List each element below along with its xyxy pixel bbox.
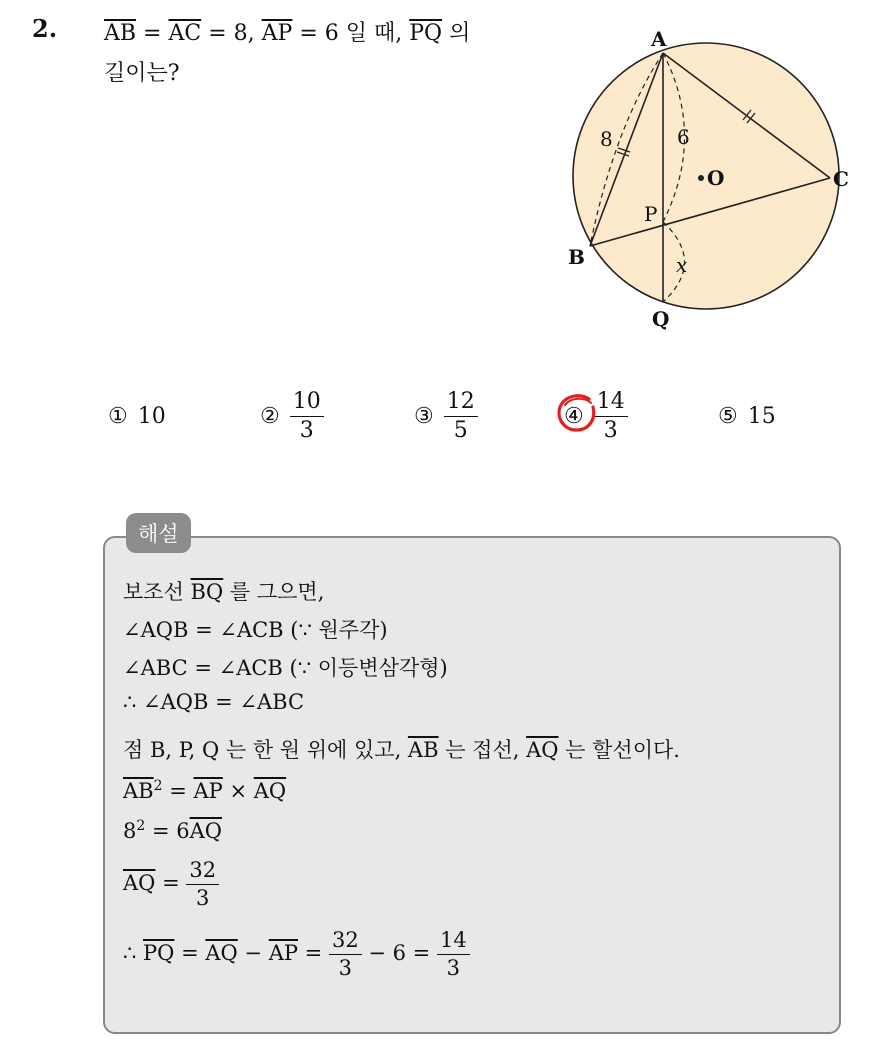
numerator: 12 bbox=[444, 391, 478, 417]
question-text bbox=[104, 14, 574, 94]
label-ap-length: 6 bbox=[677, 125, 690, 149]
numerator: 32 bbox=[186, 860, 219, 885]
choice-3[interactable] bbox=[414, 388, 478, 444]
choice-mark: ① bbox=[108, 403, 128, 429]
choice-fraction bbox=[290, 388, 324, 443]
question-line-2: 길이는? bbox=[104, 61, 180, 86]
denominator: 3 bbox=[603, 417, 618, 443]
text: = bbox=[298, 941, 329, 965]
numerator: 14 bbox=[594, 391, 628, 417]
segment-pq: $\overline{PQ}$ bbox=[409, 21, 443, 46]
segment-bq: $\overline{BQ}$ bbox=[190, 580, 224, 604]
label-p: P bbox=[644, 202, 658, 226]
choice-mark: ③ bbox=[414, 403, 434, 429]
solution-line-8 bbox=[123, 860, 219, 909]
text: 점 B, P, Q 는 한 원 위에 있고, bbox=[123, 738, 408, 762]
choice-mark: ④ bbox=[564, 403, 584, 429]
segment-ab: $\overline{AB}$ bbox=[104, 21, 137, 46]
denominator: 3 bbox=[196, 886, 210, 910]
question-line-1: $\overline{AB} = \overline{AC} = 8$, $\overline{AP} = 6$ 일 때, $\overline{PQ}$ 의 bbox=[104, 21, 471, 46]
solution-line-4: ∴ ∠AQB = ∠ABC bbox=[123, 690, 305, 714]
choice-value: 10 bbox=[137, 403, 166, 429]
text: 를 그으면, bbox=[223, 580, 325, 604]
segment-aq: $\overline{AQ}$ bbox=[123, 871, 156, 895]
line-ab: $\overline{AB}$ bbox=[407, 738, 439, 762]
text: = 6 bbox=[145, 819, 190, 843]
label-ab-length: 8 bbox=[600, 127, 613, 151]
solution-line-1 bbox=[123, 576, 324, 606]
segment-aq: $\overline{AQ}$ bbox=[189, 819, 222, 843]
numerator: 10 bbox=[290, 391, 324, 417]
exponent: 2 bbox=[136, 818, 146, 834]
value-8: = 8, bbox=[201, 21, 255, 46]
choice-2[interactable] bbox=[260, 388, 324, 444]
label-b: B bbox=[568, 245, 585, 269]
text: × bbox=[222, 779, 254, 803]
solution-line-7 bbox=[123, 818, 222, 843]
text: ∴ bbox=[123, 941, 144, 965]
text: = bbox=[174, 941, 206, 965]
solution-line-2: ∠AQB = ∠ACB (∵ 원주각) bbox=[123, 618, 388, 642]
numerator: 14 bbox=[437, 930, 470, 955]
label-c: C bbox=[833, 167, 849, 191]
segment-aq: $\overline{AQ}$ bbox=[205, 941, 238, 965]
solution-line-5 bbox=[123, 734, 680, 764]
segment-ap: $\overline{AP}$ bbox=[268, 941, 298, 965]
fraction bbox=[186, 860, 219, 909]
center-dot bbox=[698, 175, 704, 181]
segment-ac: $\overline{AC}$ bbox=[168, 21, 202, 46]
segment-pq: $\overline{PQ}$ bbox=[143, 941, 175, 965]
text: 8 bbox=[123, 819, 137, 843]
choice-5[interactable] bbox=[718, 388, 776, 444]
text: 는 접선, bbox=[438, 738, 527, 762]
segment-ap: $\overline{AP}$ bbox=[261, 21, 293, 46]
choice-mark: ⑤ bbox=[718, 403, 738, 429]
circle-o bbox=[573, 43, 839, 309]
question-number: 2. bbox=[32, 14, 58, 43]
denominator: 5 bbox=[453, 417, 468, 443]
text: − 6 = bbox=[361, 941, 437, 965]
label-q: Q bbox=[652, 307, 670, 331]
segment-aq: $\overline{AQ}$ bbox=[253, 779, 287, 803]
text: = bbox=[155, 871, 187, 895]
solution-line-6 bbox=[123, 778, 286, 803]
label-x: x bbox=[676, 253, 688, 277]
segment-ab: $\overline{AB}$ bbox=[123, 779, 154, 803]
text: = bbox=[162, 779, 194, 803]
numerator: 32 bbox=[329, 930, 362, 955]
denominator: 3 bbox=[338, 956, 352, 980]
text: 는 할선이다. bbox=[558, 738, 680, 762]
solution-box bbox=[103, 536, 841, 1034]
selected-answer-circle-icon bbox=[555, 391, 599, 435]
choice-value: 15 bbox=[747, 403, 776, 429]
label-a: A bbox=[651, 27, 667, 51]
particle-ui: 의 bbox=[442, 21, 471, 46]
line-aq: $\overline{AQ}$ bbox=[526, 738, 559, 762]
solution-line-3: ∠ABC = ∠ACB (∵ 이등변삼각형) bbox=[123, 656, 448, 680]
choice-mark: ② bbox=[260, 403, 280, 429]
label-o: O bbox=[707, 166, 725, 190]
exponent: 2 bbox=[153, 778, 163, 794]
text: 보조선 bbox=[123, 580, 191, 604]
denominator: 3 bbox=[446, 956, 460, 980]
choice-1[interactable] bbox=[108, 388, 166, 444]
choice-fraction bbox=[444, 388, 478, 443]
solution-line-9 bbox=[123, 930, 470, 979]
circle-figure bbox=[560, 20, 860, 340]
value-6: = 6 일 때, bbox=[292, 21, 410, 46]
denominator: 3 bbox=[299, 417, 314, 443]
text: − bbox=[237, 941, 269, 965]
fraction bbox=[437, 930, 470, 979]
solution-tag: 해설 bbox=[126, 513, 191, 553]
fraction bbox=[329, 930, 362, 979]
segment-ap: $\overline{AP}$ bbox=[193, 779, 223, 803]
